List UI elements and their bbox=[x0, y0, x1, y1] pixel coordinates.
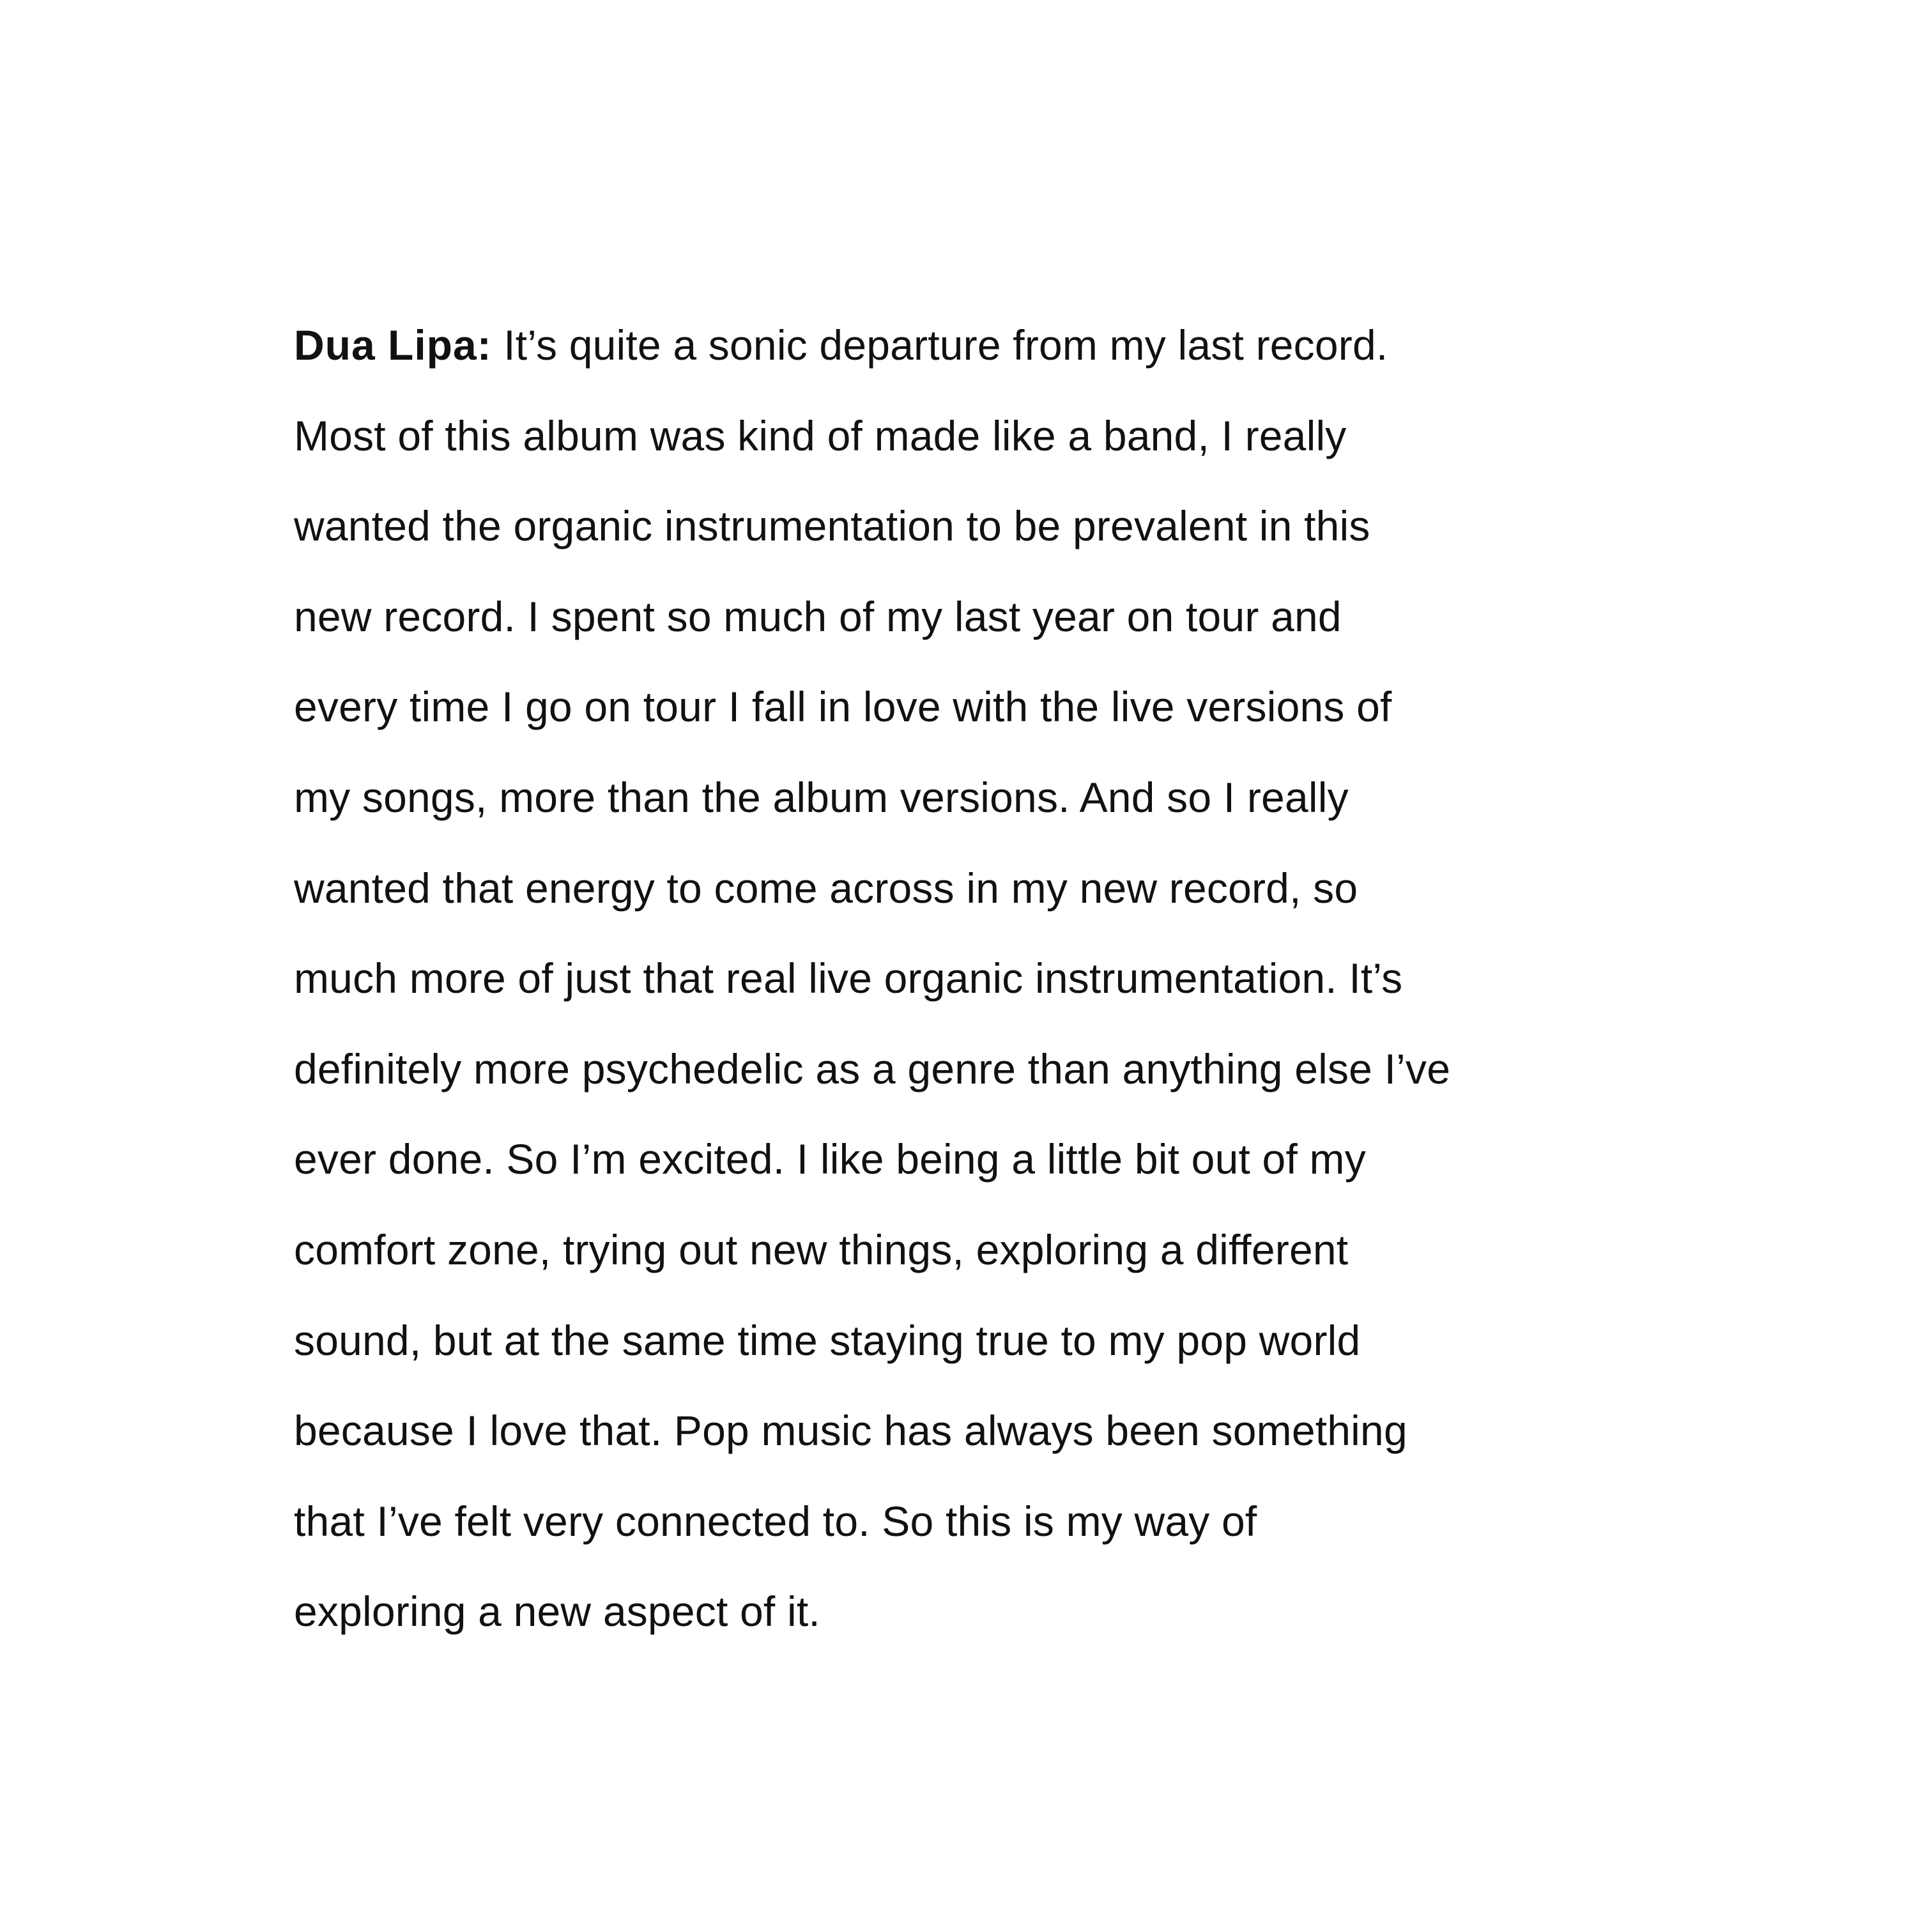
quote-line: comfort zone, trying out new things, exploring a different bbox=[294, 1225, 1349, 1273]
quote-line: my songs, more than the album versions. And so I really bbox=[294, 773, 1349, 821]
quote-line-text: It’s quite a sonic departure from my last record. bbox=[491, 321, 1388, 369]
quote-line: ever done. So I’m excited. I like being a little bit out of my bbox=[294, 1135, 1366, 1183]
quote-line: that I’ve felt very connected to. So this is my way of bbox=[294, 1497, 1257, 1545]
quote-line: sound, but at the same time staying true to my pop world bbox=[294, 1316, 1361, 1364]
quote-line: every time I go on tour I fall in love with the live versions of bbox=[294, 683, 1392, 731]
quote-line: wanted the organic instrumentation to be prevalent in this bbox=[294, 502, 1370, 550]
quote-line: exploring a new aspect of it. bbox=[294, 1588, 820, 1636]
quote-block bbox=[294, 300, 1763, 1657]
quote-line: because I love that. Pop music has always been something bbox=[294, 1407, 1407, 1455]
quote-line: Most of this album was kind of made like a band, I really bbox=[294, 411, 1347, 459]
quote-line: definitely more psychedelic as a genre than anything else I’ve bbox=[294, 1045, 1451, 1092]
quote-line: wanted that energy to come across in my new record, so bbox=[294, 864, 1358, 912]
quote-line bbox=[294, 300, 1763, 391]
speaker-name: Dua Lipa: bbox=[294, 321, 492, 369]
quote-line: much more of just that real live organic instrumentation. It’s bbox=[294, 954, 1403, 1002]
quote-line: new record. I spent so much of my last year on tour and bbox=[294, 592, 1342, 640]
